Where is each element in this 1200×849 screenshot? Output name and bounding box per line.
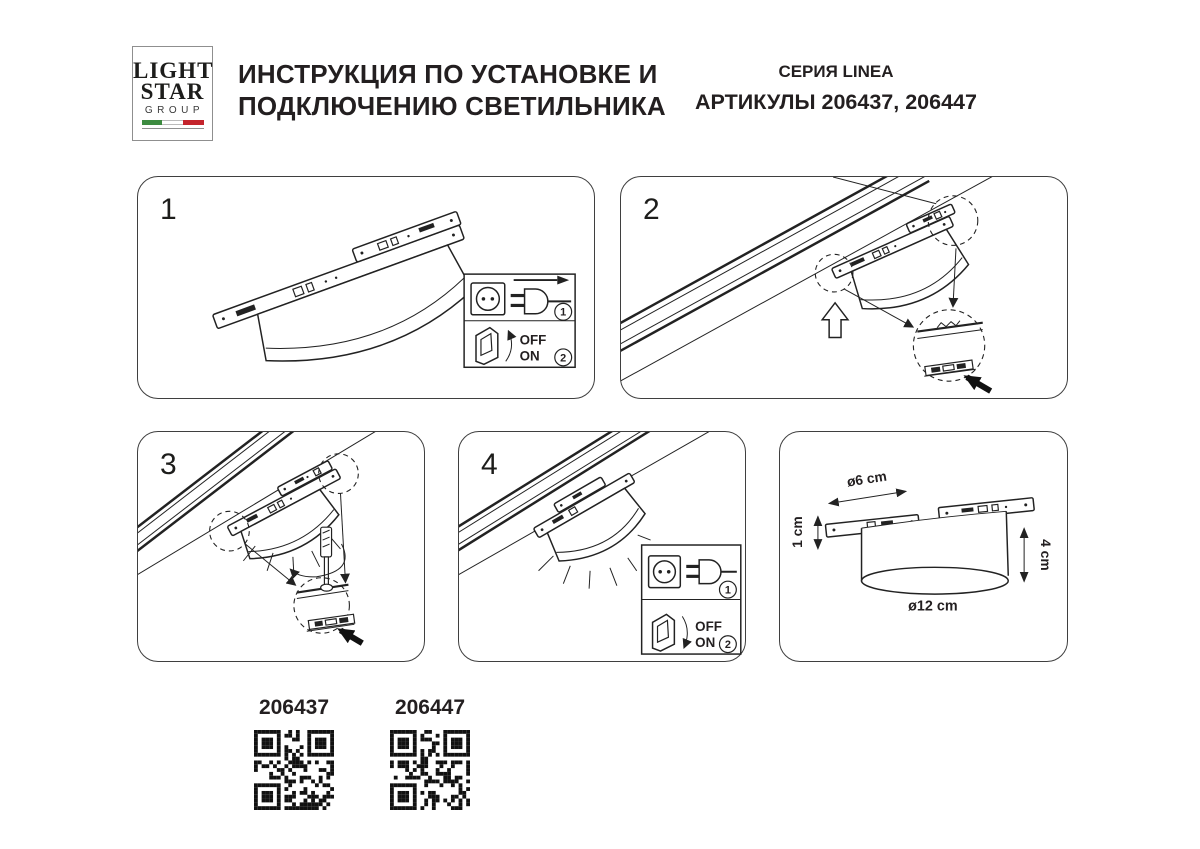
dimension-body-height bbox=[1024, 529, 1054, 581]
series-label: СЕРИЯ LINEA bbox=[778, 62, 894, 81]
on-label: ON bbox=[519, 348, 540, 364]
qr-block-206437 bbox=[252, 696, 336, 810]
svg-text:1 cm: 1 cm bbox=[789, 516, 806, 548]
svg-text:2: 2 bbox=[724, 639, 731, 652]
title-line-2: ПОДКЛЮЧЕНИЮ СВЕТИЛЬНИКА bbox=[238, 91, 666, 121]
leader-line bbox=[833, 177, 936, 204]
dimensions-drawing bbox=[780, 432, 1067, 661]
light-fixture-drawing bbox=[222, 459, 360, 573]
rotate-arrow-icon bbox=[291, 544, 345, 577]
svg-text:4 cm: 4 cm bbox=[1037, 539, 1054, 571]
series-block bbox=[680, 62, 992, 115]
svg-text:ø6 cm: ø6 cm bbox=[845, 467, 888, 490]
qr-code-icon bbox=[390, 730, 470, 810]
off-label: OFF bbox=[695, 619, 722, 635]
qr-article-label: 206437 bbox=[258, 696, 330, 719]
step-1-number: 1 bbox=[160, 193, 177, 226]
title-line-1: ИНСТРУКЦИЯ ПО УСТАНОВКЕ И bbox=[238, 59, 658, 89]
step-badge-1 bbox=[555, 303, 572, 320]
italian-flag-icon bbox=[142, 120, 204, 125]
step-2-panel bbox=[620, 176, 1068, 399]
rocker-switch-icon bbox=[653, 614, 675, 651]
detail-circle bbox=[294, 578, 355, 634]
off-label: OFF bbox=[519, 332, 547, 348]
light-fixture-drawing bbox=[528, 463, 657, 576]
qr-code-icon bbox=[254, 730, 334, 810]
socket-icon bbox=[649, 556, 681, 588]
step-4-panel bbox=[458, 431, 746, 662]
step-badge-2 bbox=[719, 636, 736, 653]
rocker-switch-icon bbox=[476, 328, 498, 365]
on-label: ON bbox=[695, 635, 716, 651]
step-3-number: 3 bbox=[160, 448, 177, 481]
qr-article-label: 206447 bbox=[394, 696, 466, 719]
insert-arrow-icon bbox=[822, 303, 848, 338]
light-fixture-drawing bbox=[825, 498, 1034, 595]
step-1-drawing bbox=[138, 177, 594, 398]
step-4-drawing bbox=[459, 432, 745, 661]
step-4-number: 4 bbox=[481, 448, 498, 481]
step-2-number: 2 bbox=[643, 193, 660, 226]
socket-icon bbox=[471, 283, 505, 315]
svg-text:1: 1 bbox=[724, 584, 731, 597]
press-arrow-icon bbox=[967, 377, 991, 391]
step-badge-1 bbox=[719, 581, 736, 598]
step-1-panel bbox=[137, 176, 595, 399]
articles-label: АРТИКУЛЫ 206437, 206447 bbox=[695, 90, 977, 114]
dimensions-panel bbox=[779, 431, 1068, 662]
step-3-panel bbox=[137, 431, 425, 662]
leader-arrow-right bbox=[340, 493, 345, 581]
press-arrow-icon bbox=[340, 630, 362, 643]
step-2-drawing bbox=[621, 177, 1067, 398]
dimension-body-diameter: ø12 cm bbox=[908, 598, 958, 615]
step-3-drawing bbox=[138, 432, 424, 661]
lightstar-logo bbox=[132, 46, 213, 141]
logo-word-light: LIGHT bbox=[133, 58, 214, 83]
qr-block-206447 bbox=[388, 696, 472, 810]
dimension-adapter-height bbox=[789, 516, 818, 548]
power-on-inset bbox=[642, 545, 741, 654]
logo-divider bbox=[142, 128, 204, 129]
light-fixture-drawing bbox=[208, 211, 491, 396]
page-title bbox=[238, 58, 666, 122]
power-off-inset bbox=[464, 274, 575, 367]
detail-circle bbox=[913, 310, 984, 381]
svg-text:1: 1 bbox=[560, 306, 567, 319]
svg-text:2: 2 bbox=[560, 352, 567, 365]
light-fixture-drawing bbox=[827, 204, 982, 328]
dimension-adapter-length bbox=[830, 468, 905, 504]
logo-word-star: STAR bbox=[140, 79, 205, 104]
logo-word-group: GROUP bbox=[144, 105, 205, 116]
step-badge-2 bbox=[555, 349, 572, 366]
